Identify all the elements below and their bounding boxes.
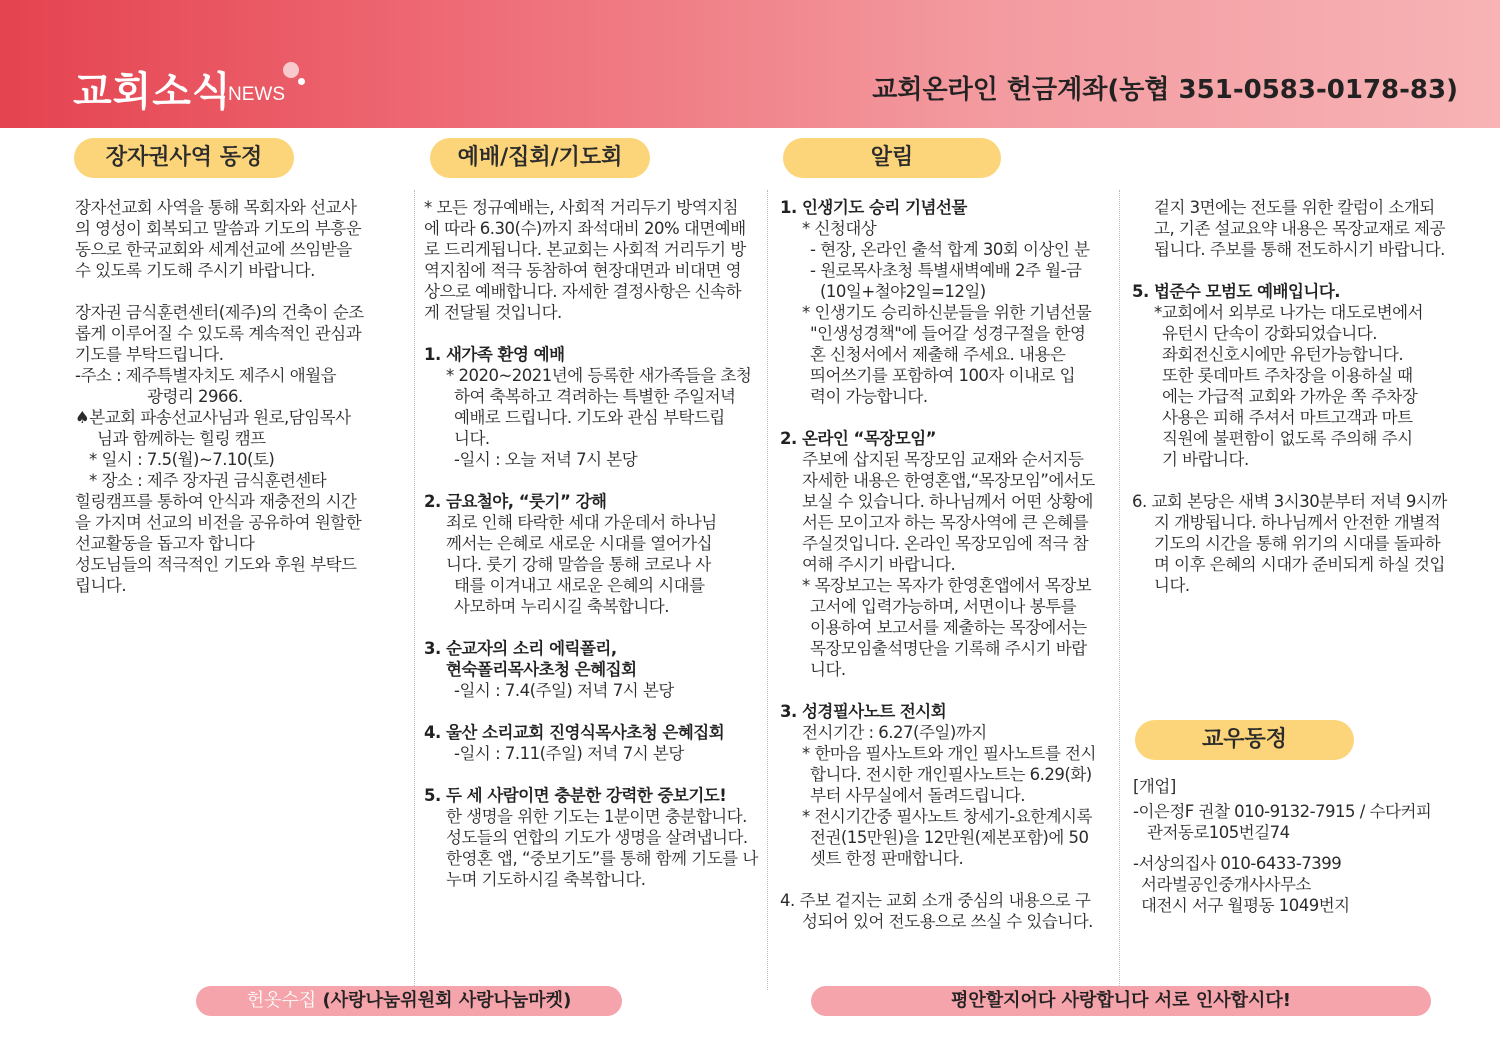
text-line: 혼 신청서에서 제출해 주세요. 내용은 [810,345,1066,364]
item-title: 3. 성경필사노트 전시회 [780,702,947,721]
text-line: 기도의 시간을 통해 위기의 시대를 돌파하 [1154,534,1441,553]
member-entry: -서상의집사 010-6433-7399 [1133,854,1342,873]
text-line: 목장모임출석명단을 기록해 주시기 바랍 [810,639,1087,658]
page-title: 교회소식 [73,69,232,115]
text-line: * 전시기간중 필사노트 창세기-요한계시록 [802,807,1092,826]
section-heading-notice: 알림 [783,138,1001,178]
text-line: 6. 교회 본당은 새벽 3시30분부터 저녁 9시까 [1132,492,1447,511]
notice-column-continued [1132,197,1462,596]
text-line: 보실 수 있습니다. 하나님께서 어떤 상황에 [802,492,1093,511]
text-line: 지 개방됩니다. 하나님께서 안전한 개별적 [1154,513,1441,532]
text-line: 상으로 예배합니다. 자세한 결정사항은 신속하 [424,282,742,301]
text-line: * 목장보고는 목자가 한영혼앱에서 목장보 [802,576,1092,595]
text-line: 성도님들의 적극적인 기도와 후원 부탁드 [75,555,357,574]
address-line: -주소 : 제주특별자치도 제주시 애월읍 [75,366,337,385]
text-line: 부터 사무실에서 돌려드립니다. [810,786,1025,805]
text-line: 전권(15만원)을 12만원(제본포함)에 50 [810,828,1089,847]
text-line: 고서에 입력가능하며, 서면이나 봉투를 [810,597,1077,616]
text-line: - 원로목사초청 특별새벽예배 2주 월-금 [810,261,1082,280]
notice-column [780,197,1112,932]
text-line: 립니다. [75,576,127,595]
text-line: 주보에 삽지된 목장모임 교재와 순서지등 [802,450,1084,469]
text-line: 힐링캠프를 통하여 안식과 재충전의 시간 [75,492,357,511]
text-line: 기도를 부탁드립니다. [75,345,224,364]
member-entry: 관저동로105번길74 [1147,823,1290,842]
offering-account: 교회온라인 헌금계좌(농협 351-0583-0178-83) [872,75,1458,105]
text-line: 로 드리게됩니다. 본교회는 사회적 거리두기 방 [424,240,746,259]
text-line: 사용은 피해 주셔서 마트고객과 마트 [1162,408,1413,427]
text-line: 또한 롯데마트 주차장을 이용하실 때 [1162,366,1413,385]
text-line: 에는 가급적 교회와 가까운 쪽 주차장 [1162,387,1418,406]
text-line: 사모하며 누리시길 축복합니다. [454,597,669,616]
header-banner [0,0,1500,128]
text-line: 께서는 은혜로 새로운 시대를 열어가십 [446,534,713,553]
text-line: -일시 : 7.11(주일) 저녁 7시 본당 [454,744,684,763]
text-line: 셋트 한정 판매합니다. [810,849,964,868]
text-line: 한영혼 앱, “중보기도”를 통해 함께 기도를 나 [446,849,758,868]
text-line: 니다. [810,660,846,679]
item-title: 1. 인생기도 승리 기념선물 [780,198,967,217]
page-subtitle: NEWS [228,84,285,105]
text-line: 합니다. 전시한 개인필사노트는 6.29(화) [810,765,1092,784]
text-line: 수 있도록 기도해 주시기 바랍니다. [75,261,315,280]
column-divider [767,190,768,990]
footer-text: (사랑나눔위원회 사랑나눔마켓) [316,990,572,1011]
footer-clothes-drive [196,986,622,1016]
column-divider [414,190,415,990]
section-heading-members: 교우동정 [1135,720,1354,760]
text-line: 한 생명을 위한 기도는 1분이면 충분합니다. [446,807,747,826]
text-line: 겉지 3면에는 전도를 위한 칼럼이 소개되 [1154,198,1435,217]
text-line: 주실것입니다. 온라인 목장모임에 적극 참 [802,534,1089,553]
text-line: 력이 가능합니다. [810,387,928,406]
text-line: -일시 : 오늘 저녁 7시 본당 [454,450,638,469]
members-list [1133,776,1463,916]
text-line: 됩니다. 주보를 통해 전도하시기 바랍니다. [1154,240,1445,259]
text-line: 하여 축복하고 격려하는 특별한 주일저녁 [454,387,736,406]
text-line: 니다. [1154,576,1190,595]
footer-highlight: 헌옷수집 [246,990,317,1011]
text-line: 성되어 있어 전도용으로 쓰실 수 있습니다. [802,912,1093,931]
section-heading-mission: 장자권사역 동정 [74,138,294,178]
text-line: 에 따라 6.30(수)까지 좌석대비 20% 대면예배 [424,219,746,238]
text-line: 장자권 금식훈련센터(제주)의 건축이 순조 [75,303,364,322]
text-line: 의 영성이 회복되고 말씀과 기도의 부흥운 [75,219,362,238]
member-entry: 대전시 서구 월평동 1049번지 [1141,896,1350,915]
member-entry: -이은정F 권찰 010-9132-7915 / 수다커피 [1133,802,1432,821]
text-line: 직원에 불편함이 없도록 주의해 주시 [1162,429,1413,448]
text-line: 롭게 이루어질 수 있도록 계속적인 관심과 [75,324,362,343]
decorative-dot-icon [283,62,299,78]
text-line: 며 이후 은혜의 시대가 준비되게 하실 것입 [1154,555,1445,574]
address-line: 광령리 2966. [147,387,243,406]
member-entry: 서라벌공인중개사사무소 [1141,875,1311,894]
item-title: 3. 순교자의 소리 에릭폴리, [424,639,617,658]
text-line: 좌회전신호시에만 유턴가능합니다. [1162,345,1404,364]
camp-title: 님과 함께하는 힐링 캠프 [97,429,266,448]
text-line: 고, 기존 설교요약 내용은 목장교재로 제공 [1154,219,1445,238]
decorative-dot-icon [298,78,305,85]
text-line: 성도들의 연합의 기도가 생명을 살려냅니다. [446,828,748,847]
text-line: 태를 이겨내고 새로운 은혜의 시대를 [454,576,705,595]
text-line: 전시기간 : 6.27(주일)까지 [802,723,987,742]
item-title: 4. 울산 소리교회 진영식목사초청 은혜집회 [424,723,725,742]
text-line: 누며 기도하시길 축복합니다. [446,870,646,889]
worship-column [424,197,758,890]
text-line: "인생성경책"에 들어갈 성경구절을 한영 [810,324,1086,343]
text-line: 죄로 인해 타락한 세대 가운데서 하나님 [446,513,717,532]
item-title: 4. 주보 겉지는 교회 소개 중심의 내용으로 구 [780,891,1091,910]
text-line: 게 전달될 것입니다. [424,303,562,322]
camp-title: ♠본교회 파송선교사님과 원로,담임목사 [75,408,351,427]
text-line: 을 가지며 선교의 비전을 공유하여 원할한 [75,513,362,532]
item-title: 2. 온라인 “목장모임” [780,429,936,448]
text-line: 띄어쓰기를 포함하여 100자 이내로 입 [810,366,1076,385]
text-line: -일시 : 7.4(주일) 저녁 7시 본당 [454,681,674,700]
footer-greeting [811,986,1431,1016]
text-line: * 2020~2021년에 등록한 새가족들을 초청 [446,366,752,385]
camp-place: * 장소 : 제주 장자권 금식훈련센타 [89,471,327,490]
text-line: * 모든 정규예배는, 사회적 거리두기 방역지침 [424,198,739,217]
text-line: - 현장, 온라인 출석 합계 30회 이상인 분 [810,240,1090,259]
text-line: 니다. 룻기 강해 말씀을 통해 코로나 사 [446,555,711,574]
text-line: 여해 주시기 바랍니다. [802,555,956,574]
section-heading-worship: 예배/집회/기도회 [430,138,650,178]
item-title: 2. 금요철야, “룻기” 강해 [424,492,607,511]
text-line: 예배로 드립니다. 기도와 관심 부탁드립 [454,408,725,427]
item-title: 5. 법준수 모범도 예배입니다. [1132,282,1341,301]
text-line: * 인생기도 승리하신분들을 위한 기념선물 [802,303,1092,322]
text-line: * 한마음 필사노트와 개인 필사노트를 전시 [802,744,1096,763]
text-line: (10일+철야2일=12일) [820,282,986,301]
camp-date: * 일시 : 7.5(월)~7.10(토) [89,450,275,469]
text-line: 자세한 내용은 한영혼앱,“목장모임”에서도 [802,471,1095,490]
text-line: 역지침에 적극 동참하여 현장대면과 비대면 영 [424,261,742,280]
text-line: 기 바랍니다. [1162,450,1249,469]
text-line: 서든 모이고자 하는 목장사역에 큰 은혜를 [802,513,1089,532]
item-title: 5. 두 세 사람이면 충분한 강력한 중보기도! [424,786,727,805]
text-line: 니다. [454,429,490,448]
text-line: * 신청대상 [802,219,877,238]
item-title: 1. 새가족 환영 예배 [424,345,565,364]
text-line: *교회에서 외부로 나가는 대도로변에서 [1154,303,1424,322]
text-line: 동으로 한국교회와 세계선교에 쓰임받을 [75,240,352,259]
text-line: 선교활동을 돕고자 합니다 [75,534,255,553]
mission-column [75,197,405,596]
members-category: [개업] [1133,777,1176,796]
item-title: 현숙폴리목사초청 은혜집회 [446,660,637,679]
column-divider [1119,190,1120,990]
text-line: 장자선교회 사역을 통해 목회자와 선교사 [75,198,357,217]
text-line: 이용하여 보고서를 제출하는 목장에서는 [810,618,1087,637]
footer-text: 평안할지어다 사랑합니다 서로 인사합시다! [951,990,1291,1011]
text-line: 유턴시 단속이 강화되었습니다. [1162,324,1377,343]
